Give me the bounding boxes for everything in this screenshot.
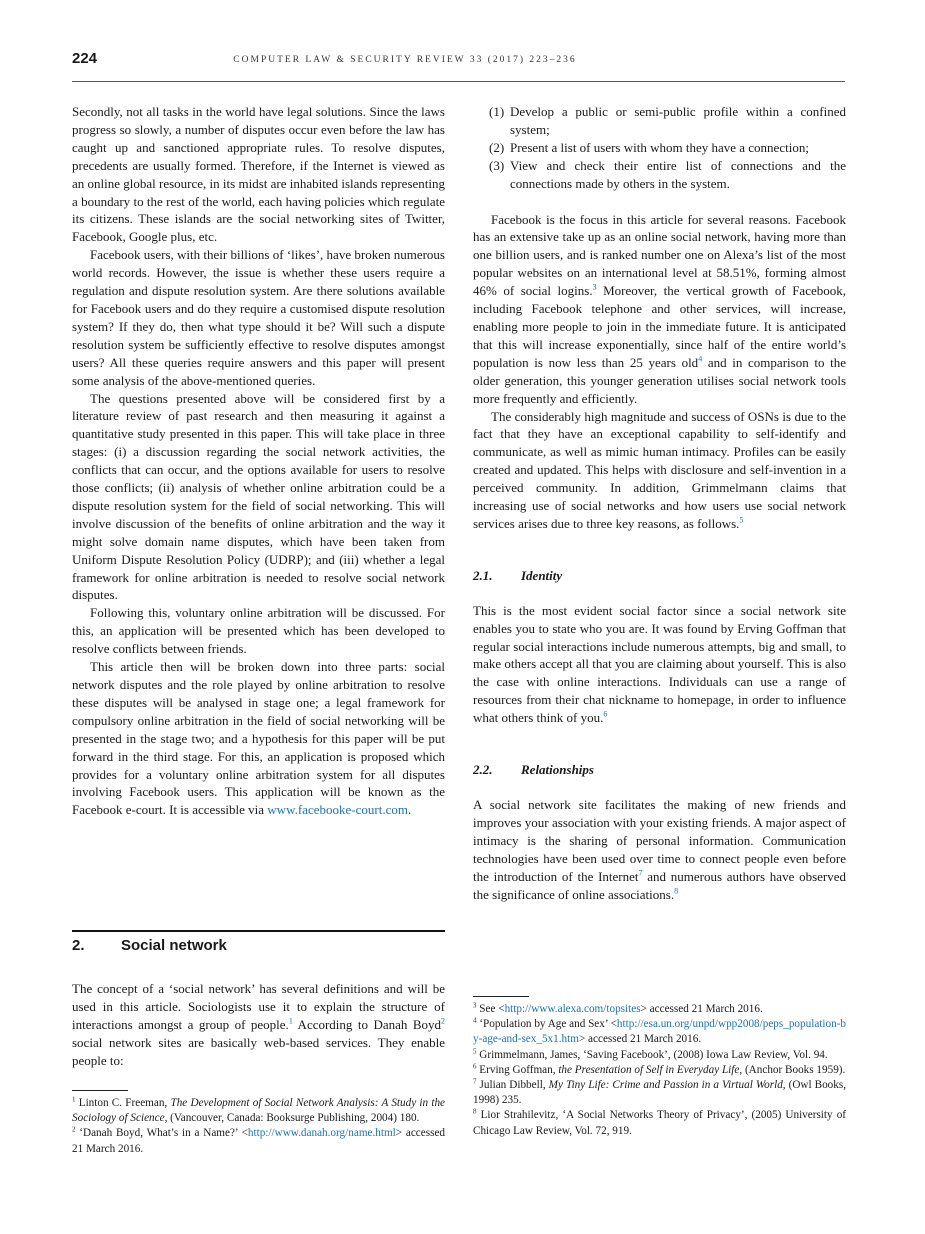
paragraph: The questions presented above will be considered first by a literature review of past research and then measuring it against a quantitative study presented in this paper. This will take place in three stages: (i) a discussion regarding the social network activities, the conflicts that can occur, and the options available for users to resolve those conflicts; (ii) analysis of whether online arbitration could be a dispute resolution system for the field of social networking. This will involve discussion of the benefits of online arbitration and the way it might solve domain name disputes, which have been taken from Uniform Dispute Resolution Policy (UDRP); and (iii) whether a legal framework for online arbitration is needed to resolve social network disputes. xyxy=(72,390,445,603)
danah-link[interactable]: http://www.danah.org/name.html xyxy=(247,1127,396,1140)
footnote-mark: 1 xyxy=(72,1095,76,1104)
paragraph xyxy=(72,980,445,1070)
footnote-text: ‘Population by Age and Sex’ < xyxy=(479,1018,617,1031)
paragraph-text: The concept of a ‘social network’ has several definitions and will be used in this article. Sociologists use it to explain the structure of interactions amongst a group of people. xyxy=(72,981,445,1032)
footnote-text: , (Owl Books, 1998) 235. xyxy=(473,1079,847,1107)
list-item xyxy=(473,157,846,193)
subsection-number: 2.1. xyxy=(473,567,493,583)
left-column-lower xyxy=(72,980,445,1070)
left-column xyxy=(72,103,445,819)
list-item xyxy=(473,139,846,157)
section-title: Social network xyxy=(121,937,227,954)
paragraph xyxy=(72,658,445,819)
footnote xyxy=(473,1048,846,1063)
footnote-rule xyxy=(72,1090,128,1091)
paragraph-text: Facebook is the focus in this article for several reasons. Facebook has an extensive take up as an online social network, having more than one billion users, and is ranked number one on Alexa’s list of the most popular websites on an international level at 58.51%, forming almost 46% of social logins. xyxy=(473,211,846,299)
footnote-mark: 3 xyxy=(473,1001,477,1010)
paragraph: Facebook users, with their billions of ‘likes’, have broken numerous world records. However, the issue is whether these users require a regulation and dispute resolution system. Are there solutions available for Facebook users and do they require a customised dispute resolution system? If they do, then what type should it be? Will such a dispute resolution system be sufficiently effective to resolve disputes amongst users? All these queries require answers and this paper will present some analysis of the above-mentioned queries. xyxy=(72,247,445,388)
list-text: View and check their entire list of connections and the connections made by others in the system. xyxy=(510,157,846,191)
footnote-mark: 6 xyxy=(473,1062,477,1071)
footnote-ref[interactable]: 6 xyxy=(603,709,608,719)
alexa-link[interactable]: http://www.alexa.com/topsites xyxy=(504,1003,641,1015)
footnote-text: ‘Danah Boyd, What’s in a Name?’ < xyxy=(79,1127,248,1140)
footnote-text: Grimmelmann, James, ‘Saving Facebook’, (2008) Iowa Law Review, Vol. 94. xyxy=(479,1048,828,1061)
footnote-ref[interactable]: 3 xyxy=(592,282,597,292)
paragraph-text: and numerous authors have observed the significance of online associations. xyxy=(473,868,847,902)
footnote-title: the Presentation of Self in Everyday Life xyxy=(558,1063,740,1076)
footnote-text: > accessed 21 March 2016. xyxy=(640,1003,763,1015)
footnote xyxy=(473,1078,846,1108)
footnote-mark: 7 xyxy=(473,1077,477,1086)
footnote-text: > accessed 21 March 2016. xyxy=(72,1127,446,1155)
footnote-text: Julian Dibbell, xyxy=(479,1079,549,1092)
footnote xyxy=(72,1096,445,1126)
paragraph: Following this, voluntary online arbitration will be discussed. For this, an application will be presented which has been developed to resolve conflicts between friends. xyxy=(72,605,445,657)
paragraph-text: and in comparison to the older generation, this younger generation utilises social network tools more frequently and efficiently. xyxy=(473,354,846,406)
paragraph-text: According to Danah Boyd xyxy=(292,1016,441,1032)
footnote-mark: 5 xyxy=(473,1046,477,1055)
footnote xyxy=(473,1002,846,1017)
right-footnotes xyxy=(473,996,846,1139)
footnote xyxy=(72,1126,445,1156)
subsection-number: 2.2. xyxy=(473,762,493,778)
header-rule xyxy=(72,81,845,82)
footnote-ref[interactable]: 8 xyxy=(674,886,679,896)
facebook-ecourt-link[interactable]: www.facebooke-court.com xyxy=(267,802,408,818)
footnote-mark: 2 xyxy=(72,1125,76,1134)
running-head-text: COMPUTER LAW & SECURITY REVIEW 33 (2017) 223–236 xyxy=(233,55,577,65)
footnote-ref[interactable]: 7 xyxy=(638,868,643,878)
subsection-title: Relationships xyxy=(521,762,594,778)
paragraph-text: This is the most evident social factor since a social network site enables you to state who you are. It was found by Erving Goffman that regular social interactions include numerous attempts, big and small, to make others accept all that you are claiming about yourself. This is also the case with online interactions. Individuals can use a range of resources from their chat nickname to homepage, in order to influence what others think of you. xyxy=(473,602,846,726)
footnote xyxy=(473,1017,846,1047)
footnote-text: , (Vancouver, Canada: Booksurge Publishing, 2004) 180. xyxy=(164,1112,420,1125)
capabilities-list xyxy=(473,103,846,193)
un-population-link[interactable]: http://esa.un.org/unpd/wpp2008/peps_population-by-age-and-sex_5x1.htm xyxy=(473,1018,847,1046)
page-number: 224 xyxy=(72,50,98,67)
footnote-text: Linton C. Freeman, xyxy=(78,1097,171,1109)
paragraph-text: The considerably high magnitude and success of OSNs is due to the fact that they have an exceptional capability to self-identify and communicate, as well as mimic human intimacy. Profiles can be easily created and updated. This helps with disclosure and self-invention in a perceived community. In addition, Grimmelmann claims that increasing use of social networks and how users use social network services arises due to three key reasons, as follows. xyxy=(473,408,846,531)
footnote-rule xyxy=(473,996,529,997)
subsection-heading xyxy=(473,761,846,779)
footnote-text: , (Anchor Books 1959). xyxy=(739,1063,846,1076)
left-footnotes xyxy=(72,1090,445,1157)
footnote-text: > accessed 21 March 2016. xyxy=(578,1033,702,1046)
list-number: (2) xyxy=(489,139,505,155)
running-head xyxy=(0,55,925,65)
paragraph xyxy=(473,602,846,727)
footnote-ref[interactable]: 2 xyxy=(441,1016,445,1026)
paragraph xyxy=(473,211,846,408)
footnote-ref[interactable]: 5 xyxy=(739,515,744,525)
footnote-mark: 8 xyxy=(473,1107,477,1116)
paragraph xyxy=(473,796,846,903)
list-text: Develop a public or semi-public profile within a confined system; xyxy=(510,104,846,137)
paragraph: Secondly, not all tasks in the world have legal solutions. Since the laws progress so slowly, a number of disputes occur even before the law has caught up and sanctioned appropriate rules. To resolve disputes, precedents are usually formed. Therefore, if the Internet is viewed as an online global resource, in its midst are inhabited islands representing a boundary to the rest of the world, each having policies which regulate its citizens. These islands are the social networking sites of Twitter, Facebook, Google plus, etc. xyxy=(72,104,445,245)
footnote-title: My Tiny Life: Crime and Passion in a Virtual World xyxy=(548,1079,783,1092)
subsection-heading xyxy=(473,567,846,585)
section-number: 2. xyxy=(72,937,85,954)
list-number: (1) xyxy=(489,104,505,119)
footnote-ref[interactable]: 1 xyxy=(288,1016,293,1026)
paragraph-end: . xyxy=(407,802,412,818)
paragraph xyxy=(473,408,846,533)
list-number: (3) xyxy=(489,157,505,173)
footnote-text: Lior Strahilevitz, ‘A Social Networks Theory of Privacy’, (2005) University of Chicago Law Review, Vol. 72, 919. xyxy=(473,1109,847,1137)
paragraph-text: A social network site facilitates the making of new friends and improves your association with your existing friends. A major aspect of intimacy is the sharing of personal information. Communication technologies have been used over time to connect people even before the introduction of the Internet xyxy=(473,797,846,884)
right-column xyxy=(473,103,846,903)
paragraph-text: This article then will be broken down into three parts: social network disputes and the role played by online arbitration to resolve these disputes will be analysed in stage one; a legal framework for compulsory online arbitration in the field of social networking will be presented in the stage two; and a hypothesis for this paper will be put forward in the third stage. For this, an application is proposed which provides for a voluntary online arbitration system for all disputes involving Facebook users. This application will be known as the Facebook e-court. It is accessible via xyxy=(72,659,445,818)
footnote-mark: 4 xyxy=(473,1016,477,1025)
footnote-text: See < xyxy=(479,1003,505,1015)
footnote-ref[interactable]: 4 xyxy=(698,354,703,364)
footnote xyxy=(473,1063,846,1078)
list-item xyxy=(473,103,846,139)
footnote xyxy=(473,1108,846,1138)
footnote-text: Erving Goffman, xyxy=(479,1063,559,1076)
paragraph-text: Moreover, the vertical growth of Facebook, including Facebook telephone and other services, will increase, enabling more people to join in the immediate future. It is anticipated that this will increase exponentially, since half of the entire world’s population is now less than 25 years old xyxy=(473,283,846,370)
list-text: Present a list of users with whom they have a connection; xyxy=(510,139,809,155)
subsection-title: Identity xyxy=(521,567,563,583)
paragraph-text: social network sites are basically web-based services. They enable people to: xyxy=(72,1034,445,1068)
footnote-title: The Development of Social Network Analysis: A Study in the Sociology of Science xyxy=(72,1097,446,1125)
section-rule xyxy=(72,930,445,932)
section-heading xyxy=(72,937,227,954)
